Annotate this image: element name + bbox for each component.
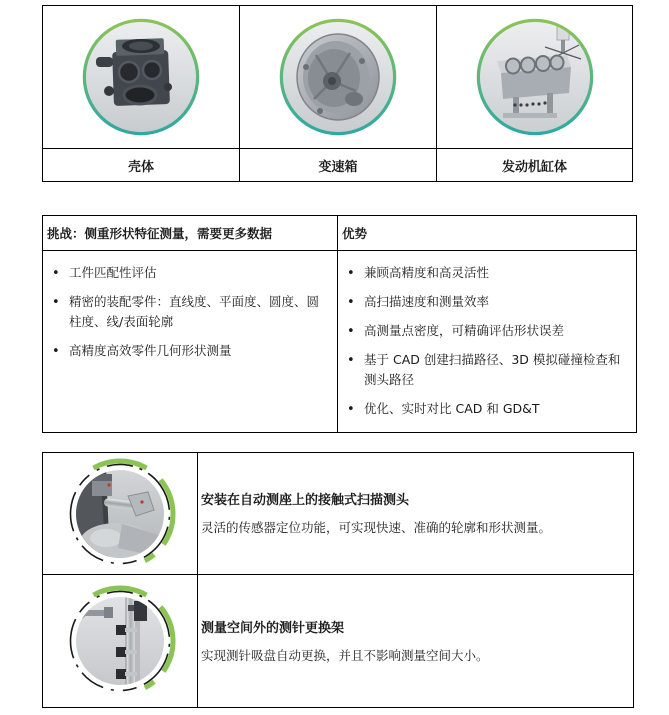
advantage-header-cell: 优势 <box>338 216 637 251</box>
housing-part-illustration <box>79 15 203 139</box>
features-table <box>42 452 634 708</box>
challenge-item-text: 工件匹配性评估 <box>69 265 157 280</box>
challenge-list <box>43 251 338 433</box>
probe-photo-illustration <box>62 456 178 572</box>
challenge-item-text: 高精度高效零件几何形状测量 <box>69 342 232 358</box>
stylus-changer-photo <box>62 583 178 699</box>
list-item <box>338 399 632 420</box>
parts-image-cell-engine-block <box>437 6 633 149</box>
part-label-gearbox: 变速箱 <box>240 149 437 182</box>
feature-text-cell <box>198 575 634 708</box>
gearbox-part-illustration <box>276 15 400 139</box>
list-item <box>338 292 632 313</box>
list-item <box>338 263 632 284</box>
feature-title: 安装在自动测座上的接触式扫描测头 <box>201 493 410 509</box>
stylus-rack-illustration <box>62 583 178 699</box>
feature-photo-cell-stylus-rack <box>43 575 198 708</box>
advantage-item-text: 基于 CAD 创建扫描路径、3D 模拟碰撞检查和测头路径 <box>364 352 621 388</box>
engine-block-illustration <box>473 15 597 139</box>
touch-probe-photo <box>62 456 178 572</box>
bullet-icon <box>43 341 69 362</box>
part-label-engine-block: 发动机缸体 <box>437 149 633 182</box>
comparison-body-row <box>43 251 637 433</box>
part-label-housing: 壳体 <box>43 149 240 182</box>
feature-description: 实现测针吸盘自动更换，并且不影响测量空间大小。 <box>201 647 489 663</box>
housing-photo <box>79 15 203 139</box>
comparison-table <box>42 215 637 433</box>
feature-photo-cell-probe <box>43 453 198 575</box>
feature-text-cell <box>198 453 634 575</box>
bullet-icon <box>43 292 69 313</box>
parts-image-cell-gearbox <box>240 6 437 149</box>
advantage-item-text: 高测量点密度，可精确评估形状误差 <box>364 323 565 339</box>
bullet-icon <box>338 321 364 342</box>
challenge-header-cell: 挑战：侧重形状特征测量，需要更多数据 <box>43 216 338 251</box>
bullet-icon <box>338 399 364 420</box>
comparison-header-row <box>43 216 637 251</box>
advantage-item-text: 高扫描速度和测量效率 <box>364 294 490 310</box>
list-item <box>43 292 333 333</box>
feature-row <box>43 453 634 575</box>
bullet-icon <box>338 292 364 313</box>
parts-label-row <box>43 149 633 182</box>
feature-row <box>43 575 634 708</box>
challenge-item-text: 精密的装配零件：直线度、平面度、圆度、圆柱度、线/表面轮廓 <box>69 294 320 330</box>
advantage-item-text: 兼顾高精度和高灵活性 <box>364 265 490 280</box>
parts-image-cell-housing <box>43 6 240 149</box>
bullet-icon <box>338 263 364 284</box>
feature-title: 测量空间外的测针更换架 <box>201 620 345 636</box>
list-item <box>43 263 333 284</box>
bullet-icon <box>338 350 364 371</box>
list-item <box>43 341 333 362</box>
gearbox-photo <box>276 15 400 139</box>
advantage-item-text: 优化、实时对比 CAD 和 GD&T <box>364 400 540 416</box>
engine-block-photo <box>473 15 597 139</box>
parts-table <box>42 5 633 182</box>
list-item <box>338 350 632 391</box>
feature-description: 灵活的传感器定位功能，可实现快速、准确的轮廓和形状测量。 <box>201 520 552 536</box>
bullet-icon <box>43 263 69 284</box>
advantage-list <box>338 251 637 433</box>
list-item <box>338 321 632 342</box>
parts-image-row <box>43 6 633 149</box>
